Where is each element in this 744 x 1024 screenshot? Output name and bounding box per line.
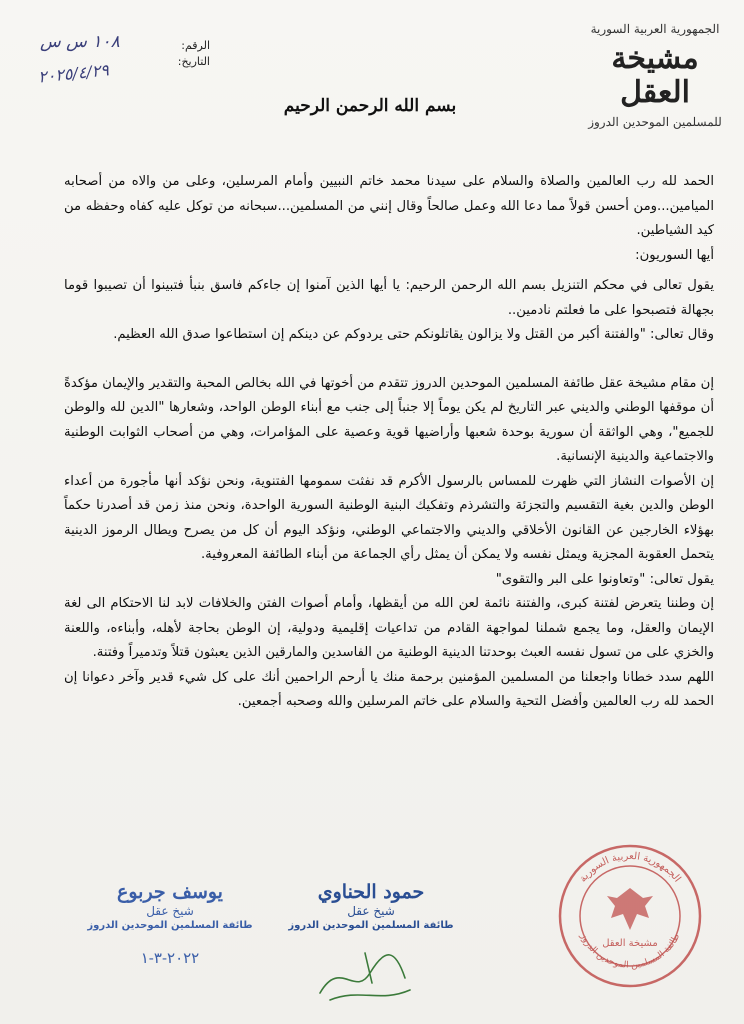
signatory-name: حمود الحناوي [317,881,425,903]
signatory-number: ٢٠٢٢-٣-١ [140,949,200,967]
paragraph-verse-2: وقال تعالى: "والفتنة أكبر من القتل ولا يزالون يقاتلونكم حتى يردوكم عن دينكم إن استطاعوا صدق الله العظيم. [113,327,714,342]
signature-yusuf-jarbou [70,880,270,967]
logo-top-line: الجمهورية العربية السورية [590,22,720,36]
stamp-bottom-text: طائفة المسلمين الموحدين الدروز [577,932,683,971]
signatory-org: طائفة المسلمين الموحدين الدروز [87,920,253,931]
signatory-title: شيخ عقل [146,904,194,918]
signatory-name: يوسف جربوع [117,881,223,903]
official-stamp [555,838,705,990]
basmala-heading: بسم الله الرحمن الرحيم [283,96,457,116]
paragraph-sedition: إن وطننا يتعرض لفتنة كبرى، والفتنة نائمة لعن الله من أيقظها، وأمام أصوات الفتن والخلافات لابد لنا الاحتكام الى لغة الإيمان والعقل، وما يجمع شملنا لمواجهة القادم من تداعيات إقليمية ودولية، إن الوطن بحاجة لأهله، وأبناءه، واللعنة والخزي على من تسول نفسه العبث بوحدتنا الدينية الوطنية من الفاسدين والمارقين الذين يعبثون قتلاً وتدميراً وفتنة. [64,596,714,660]
logo-main-text: مشيخة العقل [611,41,699,110]
date-label: التاريخ: [177,55,210,68]
logo-sub-line: للمسلمين الموحدين الدروز [588,115,722,129]
signatory-org: طائفة المسلمين الموحدين الدروز [288,920,454,931]
paragraph-opening: الحمد لله رب العالمين والصلاة والسلام على سيدنا محمد خاتم النبيين وأمام المرسلين، وعلى من والاه من أصحابه الميامين...ومن أحسن قولاً مما دعا الله وعمل صالحاً وقال إنني من المسلمين...سبحانه من توكل عليه كفاه وحفظه من كيد الشياطين. [64,174,714,238]
letter-body [64,170,714,715]
paragraph-position: إن مقام مشيخة عقل طائفة المسلمين الموحدين الدروز تتقدم من أخوتها في الله بخالص المحبة والتقدير والإيمان مؤكدةً أن موقفها الوطني والديني عبر التاريخ لم يكن يوماً إلا جنباً إلى جنب مع أبناء الوطن الواحد، وشعارها "الدين لله والوطن للجميع"، وهي الواثقة أن سورية بوحدة شعبها وأراضيها قوية وعصية على المؤامرات، وهي من أصحاب الثوابت الوطنية والاجتماعية والدينية الإنسانية. [64,375,714,464]
paragraph-prayer: اللهم سدد خطانا واجعلنا من المسلمين المؤمنين برحمة منك يا أرحم الراحمين أنك على كل شيء قدير وآخر دعوانا إن الحمد لله رب العالمين وأفضل التحية والسلام على خاتم المرسلين والله وصحبه أجمعين. [64,669,714,709]
reference-date: ٢٠٢٥/٤/٢٩ [37,60,110,87]
reference-number: ١٠٨ س س [40,32,120,52]
paragraph-salutation: أيها السوريون: [635,247,714,263]
paragraph-verse-1: يقول تعالى في محكم التنزيل بسم الله الرحمن الرحيم: يا أيها الذين آمنوا إن جاءكم فاسق بنبأ فتبينوا أن تصيبوا قوما بجهالة فتصبحوا على ما فعلتم نادمين.. [64,278,714,318]
signature-hammoud-hinnawi [286,880,456,933]
paragraph-condemnation: إن الأصوات النشاز التي ظهرت للمساس بالرسول الأكرم قد نفثت سمومها الفتنوية، ونحن نؤكد أنها مأجورة من أعداء الوطن والدين بغية التقسيم والتجزئة والتشرذم وتفكيك البنية الوطنية السورية الواحدة، ونحن منذ زمن قد أصدرنا حكماً بهؤلاء الخارجين عن القانون الأخلاقي والديني والاجتماعي الوطني، ونؤكد اليوم أن كل من يصرح ويطال الرموز الدينية يتحمل العقوبة المجزية ويمثل نفسه ولا يمكن أن يمثل رأي الجماعة من أبناء الطائفة المعروفية. [64,473,714,562]
eagle-emblem-icon [607,888,653,930]
handwritten-signature [310,938,420,1008]
signatory-title: شيخ عقل [347,904,395,918]
reference-labels [178,38,210,70]
stamp-middle-text: مشيخة العقل [602,938,658,949]
paragraph-verse-3: يقول تعالى: "وتعاونوا على البر والتقوى" [495,571,714,587]
reference-block [30,28,210,88]
letterhead-logo [580,22,730,140]
stamp-top-text: الجمهورية العربية السورية [577,850,683,885]
number-label: الرقم: [181,39,210,52]
